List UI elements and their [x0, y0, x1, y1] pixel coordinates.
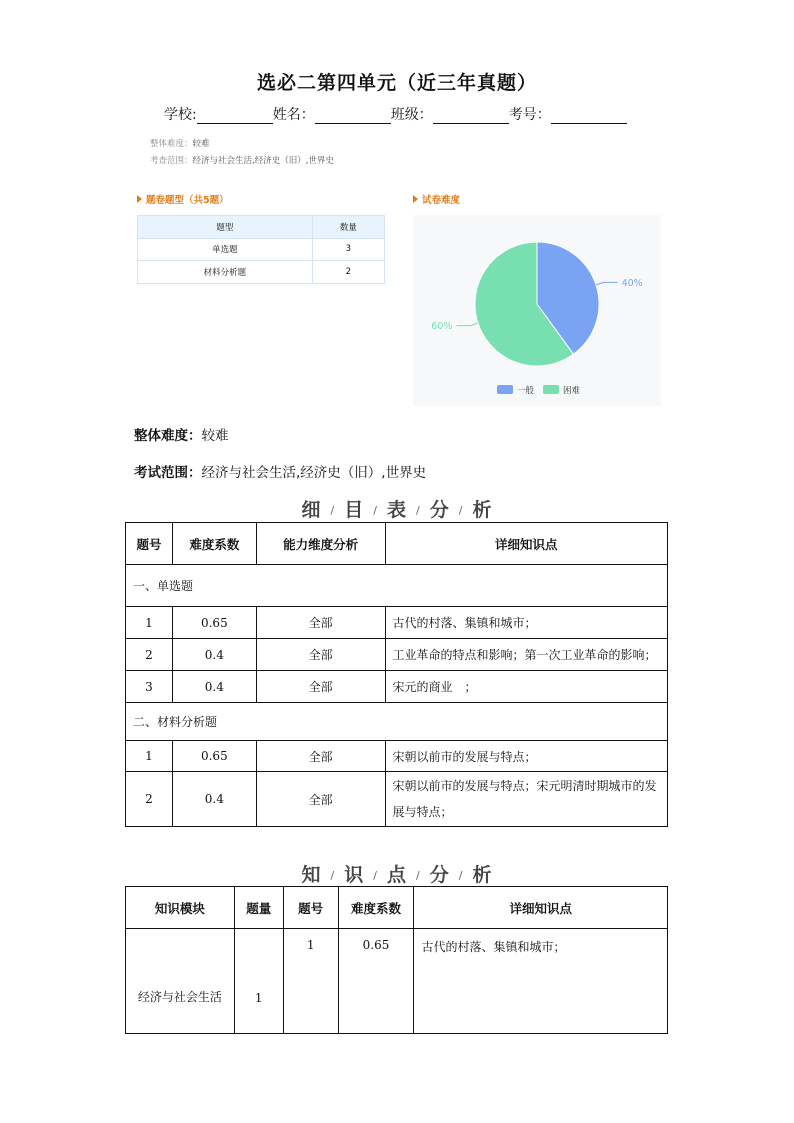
table-row: 单选题 3: [138, 238, 385, 261]
table-row: 2 0.4 全部 工业革命的特点和影响；第一次工业革命的影响；: [126, 639, 668, 671]
student-info-line: [164, 104, 627, 124]
col-header: 题号: [126, 523, 173, 565]
table-row: 经济与社会生活 1 1 0.65 古代的村落、集镇和城市；: [126, 929, 668, 1034]
col-header: 题号: [283, 887, 338, 929]
table-row: 3 0.4 全部 宋元的商业 ；: [126, 671, 668, 703]
overall-scope: 考试范围：经济与社会生活,经济史（旧）,世界史: [134, 465, 427, 481]
difficulty-chart-heading: 试卷难度: [413, 192, 460, 206]
col-header: 题型: [138, 216, 313, 239]
legend-swatch[interactable]: [497, 385, 513, 394]
page-title: 选必二第四单元（近三年真题）: [256, 72, 537, 94]
overall-difficulty: 整体难度：较难: [134, 428, 229, 444]
school-label: 学校:: [164, 107, 197, 123]
name-field[interactable]: [315, 108, 391, 124]
class-label: 班级：: [390, 107, 433, 123]
legend-label[interactable]: 一般: [517, 386, 535, 396]
meta-difficulty: 整体难度：较难: [150, 139, 210, 149]
question-types-heading: 题卷题型（共5题）: [137, 192, 229, 206]
col-header: 难度系数: [338, 887, 414, 929]
table-row: 2 0.4 全部 宋朝以前市的发展与特点；宋元明清时期城市的发展与特点；: [126, 772, 668, 827]
pie-leader-line: [596, 282, 618, 284]
legend-swatch[interactable]: [543, 385, 559, 394]
class-field[interactable]: [433, 108, 509, 124]
pie-svg: [413, 215, 661, 406]
table-row: 1 0.65 全部 古代的村落、集镇和城市；: [126, 607, 668, 639]
col-header: 知识模块: [126, 887, 235, 929]
name-label: 姓名：: [272, 107, 315, 123]
meta-scope: 考查范围：经济与社会生活,经济史（旧）,世界史: [150, 156, 334, 166]
id-field[interactable]: [551, 108, 627, 124]
group-row: 一、单选题: [126, 565, 668, 607]
question-types-table: [137, 215, 385, 284]
triangle-icon: [137, 195, 142, 203]
col-header: 难度系数: [172, 523, 256, 565]
knowledge-analysis-table: [125, 886, 668, 1034]
detail-analysis-title: 细 / 目 / 表 / 分 / 析: [301, 499, 493, 521]
pie-leader-line: [456, 323, 478, 325]
group-row: 二、材料分析题: [126, 703, 668, 741]
detail-analysis-table: [125, 522, 668, 827]
legend-label[interactable]: 困难: [563, 386, 581, 396]
pie-value-label: 40%: [621, 277, 643, 289]
col-header: 数量: [312, 216, 384, 239]
difficulty-pie-chart: [413, 215, 661, 406]
pie-value-label: 60%: [431, 321, 453, 333]
col-header: 详细知识点: [385, 523, 667, 565]
triangle-icon: [413, 195, 418, 203]
table-row: 1 0.65 全部 宋朝以前市的发展与特点；: [126, 741, 668, 772]
school-field[interactable]: [197, 108, 273, 124]
col-header: 能力维度分析: [256, 523, 385, 565]
col-header: 详细知识点: [414, 887, 668, 929]
table-row: 材料分析题 2: [138, 261, 385, 284]
knowledge-analysis-title: 知 / 识 / 点 / 分 / 析: [301, 864, 493, 886]
id-label: 考号：: [508, 107, 551, 123]
col-header: 题量: [234, 887, 283, 929]
